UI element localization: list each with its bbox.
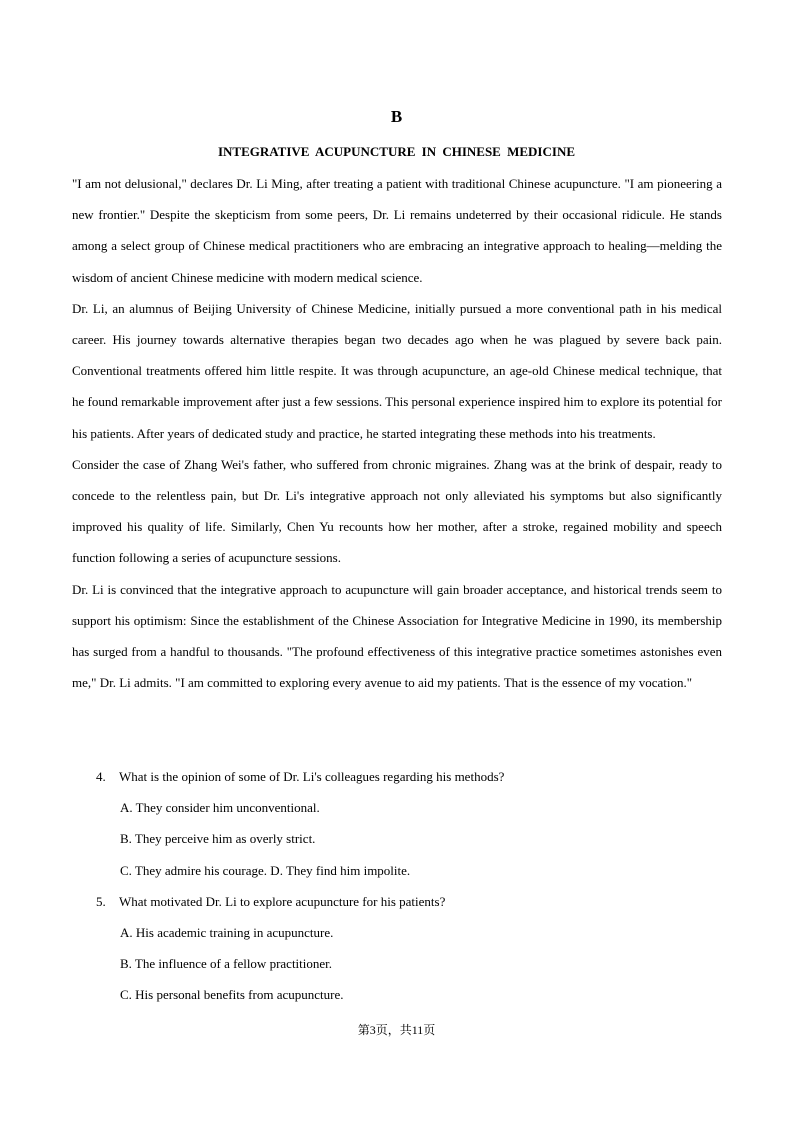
- question-list: [96, 761, 722, 1011]
- answer-option: C. His personal benefits from acupuncture.: [120, 987, 344, 1003]
- section-letter: B: [390, 107, 403, 126]
- question-stem: [96, 886, 722, 917]
- question-item: [96, 761, 722, 886]
- paragraph: "I am not delusional," declares Dr. Li Ming, after treating a patient with traditional Chinese acupuncture. "I am pioneering a new frontier." Despite the skepticism from some peers, Dr. Li remains undeterred by their occasional ridicule. He stands among a select group of Chinese medical practitioners who are embracing an integrative approach to healing—melding the wisdom of ancient Chinese medicine with modern medical science.: [72, 176, 722, 285]
- answer-option: A. They consider him unconventional.: [120, 800, 320, 816]
- paragraph: Dr. Li, an alumnus of Beijing University of Chinese Medicine, initially pursued a more conventional path in his medical career. His journey towards alternative therapies began two decades ago when he was plagued by severe back pain. Conventional treatments offered him little respite. It was through acupuncture, an age-old Chinese medical technique, that he found remarkable improvement after just a few sessions. This personal experience inspired him to explore its potential for his patients. After years of dedicated study and practice, he started integrating these methods into his treatments.: [72, 300, 722, 441]
- passage-body: [72, 168, 722, 698]
- question-stem: [96, 761, 722, 792]
- answer-option: C. They admire his courage. D. They find him impolite.: [120, 862, 411, 878]
- question-item: [96, 886, 722, 1011]
- question-number: 5.: [96, 893, 106, 909]
- question-text: What motivated Dr. Li to explore acupuncture for his patients?: [119, 893, 446, 909]
- answer-option: A. His academic training in acupuncture.: [120, 925, 334, 941]
- paragraph: Consider the case of Zhang Wei's father, who suffered from chronic migraines. Zhang was at the brink of despair, ready to concede to the relentless pain, but Dr. Li's integrative approach not only alleviated his symptoms but also significantly improved his quality of life. Similarly, Chen Yu recounts how her mother, after a stroke, regained mobility and speech function following a series of acupuncture sessions.: [72, 456, 722, 566]
- passage-title: INTEGRATIVE ACUPUNCTURE IN CHINESE MEDICINE: [217, 144, 576, 159]
- answer-option: B. The influence of a fellow practitioner.: [120, 956, 333, 972]
- answer-option: B. They perceive him as overly strict.: [120, 831, 316, 847]
- paragraph: Dr. Li is convinced that the integrative approach to acupuncture will gain broader acceptance, and historical trends seem to support his optimism: Since the establishment of the Chinese Association for Integrative Medicine in 1990, its membership has surged from a handful to thousands. "The profound effectiveness of this integrative practice sometimes astonishes even me," Dr. Li admits. "I am committed to exploring every avenue to aid my patients. That is the essence of my vocation.": [72, 581, 722, 691]
- question-number: 4.: [96, 769, 106, 784]
- question-text: What is the opinion of some of Dr. Li's colleagues regarding his methods?: [119, 769, 505, 784]
- page-footer: 第3页，共11页: [357, 1023, 436, 1037]
